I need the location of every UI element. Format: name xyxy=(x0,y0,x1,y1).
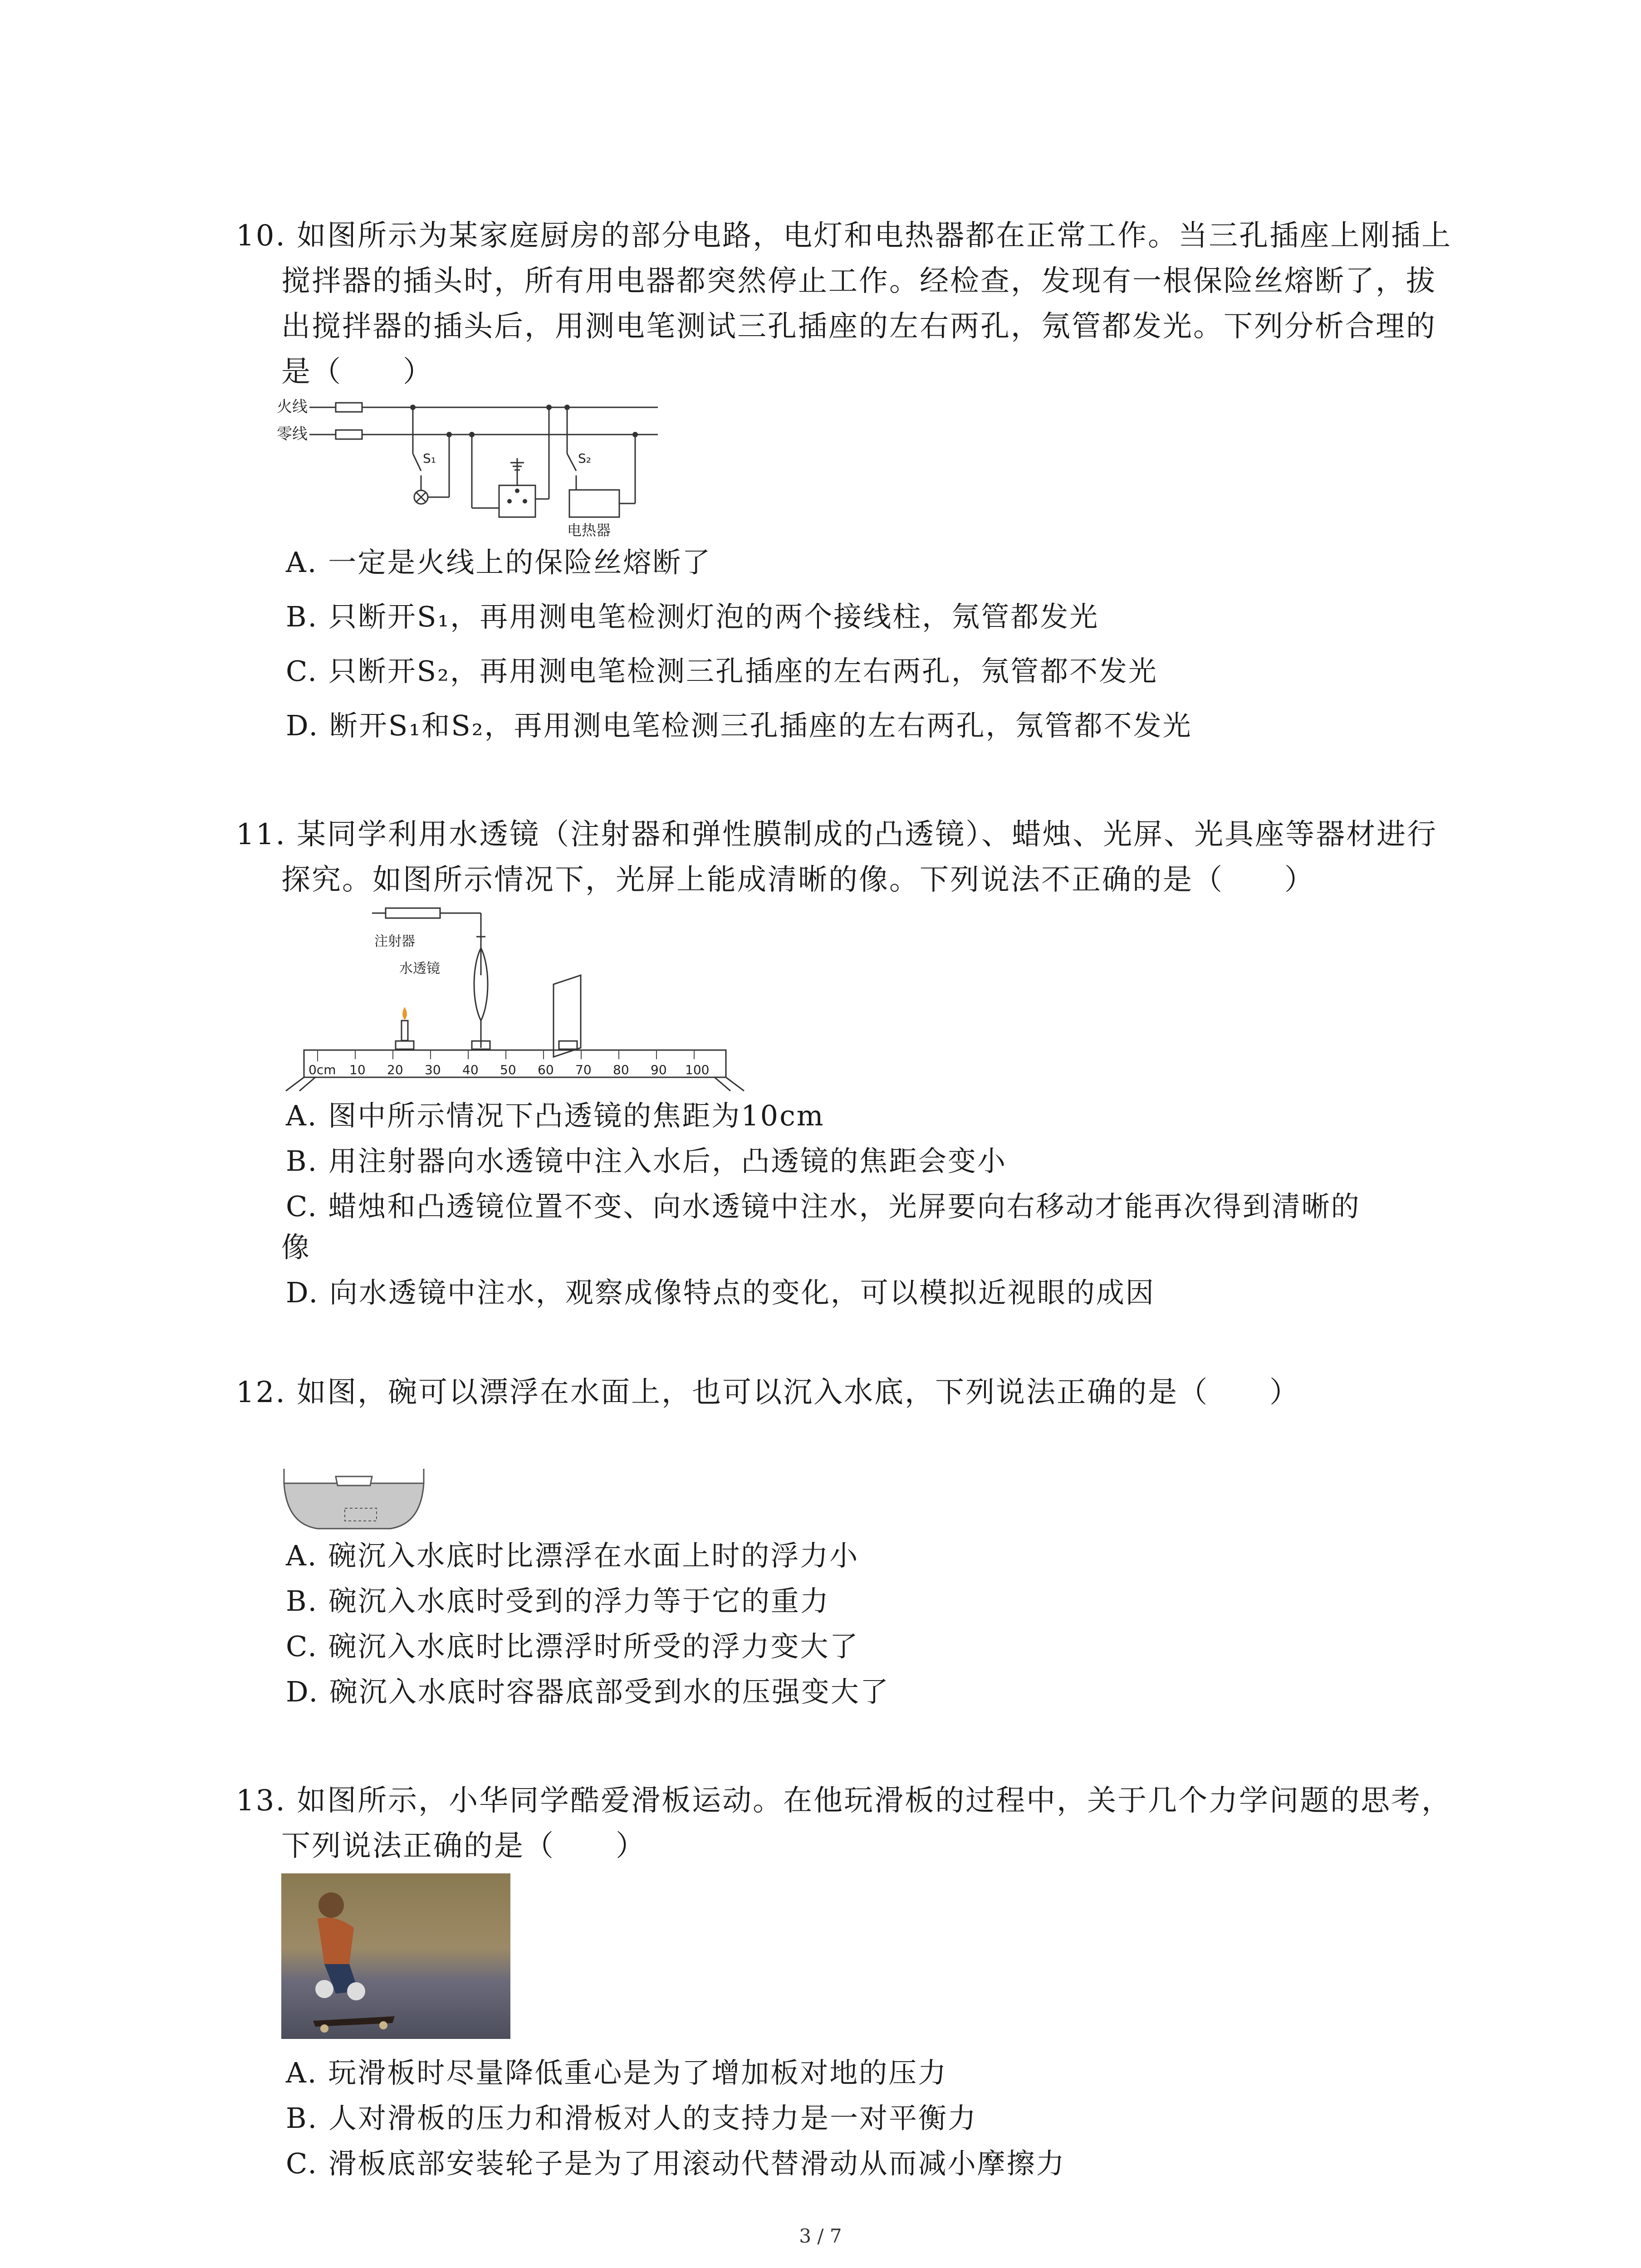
skateboard-photo xyxy=(281,1873,510,2041)
circuit-diagram-svg xyxy=(277,395,685,540)
scale-label: 10 xyxy=(349,1062,366,1077)
neutral-wire-label: 零线 xyxy=(277,425,308,443)
syringe-label: 注射器 xyxy=(374,934,415,949)
question-stem-line: 13. 如图所示，小华同学酷爱滑板运动。在他玩滑板的过程中，关于几个力学问题的思考， xyxy=(236,1784,1452,1818)
option-a[interactable]: A. 图中所示情况下凸透镜的焦距为10cm xyxy=(286,1099,825,1132)
option-b[interactable]: B. 用注射器向水透镜中注入水后，凸透镜的焦距会变小 xyxy=(286,1144,1007,1178)
option-b[interactable]: B. 人对滑板的压力和滑板对人的支持力是一对平衡力 xyxy=(286,2102,977,2135)
option-c[interactable]: C. 只断开S₂，再用测电笔检测三孔插座的左右两孔，氖管都不发光 xyxy=(286,655,1158,688)
switch-s1-label: S₁ xyxy=(423,451,436,466)
option-b[interactable]: B. 碗沉入水底时受到的浮力等于它的重力 xyxy=(286,1584,830,1618)
option-d[interactable]: D. 向水透镜中注水，观察成像特点的变化，可以模拟近视眼的成因 xyxy=(286,1276,1155,1309)
option-d[interactable]: D. 断开S₁和S₂，再用测电笔检测三孔插座的左右两孔，氖管都不发光 xyxy=(286,709,1192,742)
question-stem-line: 是（ ） xyxy=(281,355,433,389)
scale-label: 50 xyxy=(500,1062,516,1077)
option-d[interactable]: D. 碗沉入水底时容器底部受到水的压强变大了 xyxy=(286,1675,890,1708)
live-wire-label: 火线 xyxy=(277,398,308,416)
question-stem-line: 下列说法正确的是（ ） xyxy=(281,1829,646,1863)
question-stem-line: 搅拌器的插头时，所有用电器都突然停止工作。经检查，发现有一根保险丝熔断了，拔 xyxy=(281,264,1436,298)
option-c[interactable]: C. 滑板底部安装轮子是为了用滚动代替滑动从而减小摩擦力 xyxy=(286,2147,1066,2180)
optical-bench-figure xyxy=(281,903,762,1095)
water-lens-label: 水透镜 xyxy=(399,961,440,977)
option-a[interactable]: A. 一定是火线上的保险丝熔断了 xyxy=(286,546,712,579)
question-stem-line: 12. 如图，碗可以漂浮在水面上，也可以沉入水底，下列说法正确的是（ ） xyxy=(236,1376,1300,1409)
scale-label: 20 xyxy=(387,1062,403,1077)
question-stem-line: 10. 如图所示为某家庭厨房的部分电路，电灯和电热器都在正常工作。当三孔插座上刚插上 xyxy=(236,219,1452,253)
option-b[interactable]: B. 只断开S₁，再用测电笔检测灯泡的两个接线柱，氖管都发光 xyxy=(286,600,1099,633)
option-a[interactable]: A. 碗沉入水底时比漂浮在水面上时的浮力小 xyxy=(286,1539,859,1572)
option-c[interactable]: C. 碗沉入水底时比漂浮时所受的浮力变大了 xyxy=(286,1630,859,1663)
question-stem-line: 出搅拌器的插头后，用测电笔测试三孔插座的左右两孔，氖管都发光。下列分析合理的 xyxy=(281,310,1436,343)
option-c-continued: 像 xyxy=(281,1231,311,1264)
scale-label: 60 xyxy=(538,1062,554,1077)
optical-bench-svg xyxy=(281,903,762,1093)
question-stem-line: 11. 某同学利用水透镜（注射器和弹性膜制成的凸透镜）、蜡烛、光屏、光具座等器材进行 xyxy=(236,818,1438,851)
skateboard-photo-svg xyxy=(281,1873,510,2039)
scale-label: 30 xyxy=(425,1062,441,1077)
scale-label: 100 xyxy=(685,1062,710,1077)
page-number: 3 / 7 xyxy=(799,2225,842,2247)
scale-label: 0cm xyxy=(309,1062,336,1077)
scale-label: 80 xyxy=(613,1062,629,1077)
bowl-in-water-figure xyxy=(281,1465,426,1535)
circuit-diagram xyxy=(277,395,685,542)
bowl-figure-svg xyxy=(281,1465,426,1533)
option-a[interactable]: A. 玩滑板时尽量降低重心是为了增加板对地的压力 xyxy=(286,2056,948,2089)
switch-s2-label: S₂ xyxy=(578,451,591,466)
option-c[interactable]: C. 蜡烛和凸透镜位置不变、向水透镜中注水，光屏要向右移动才能再次得到清晰的 xyxy=(286,1190,1361,1223)
scale-label: 70 xyxy=(575,1062,592,1077)
question-stem-line: 探究。如图所示情况下，光屏上能成清晰的像。下列说法不正确的是（ ） xyxy=(281,863,1315,897)
scale-label: 40 xyxy=(462,1062,479,1077)
scale-label: 90 xyxy=(651,1062,667,1077)
heater-label: 电热器 xyxy=(567,522,611,539)
